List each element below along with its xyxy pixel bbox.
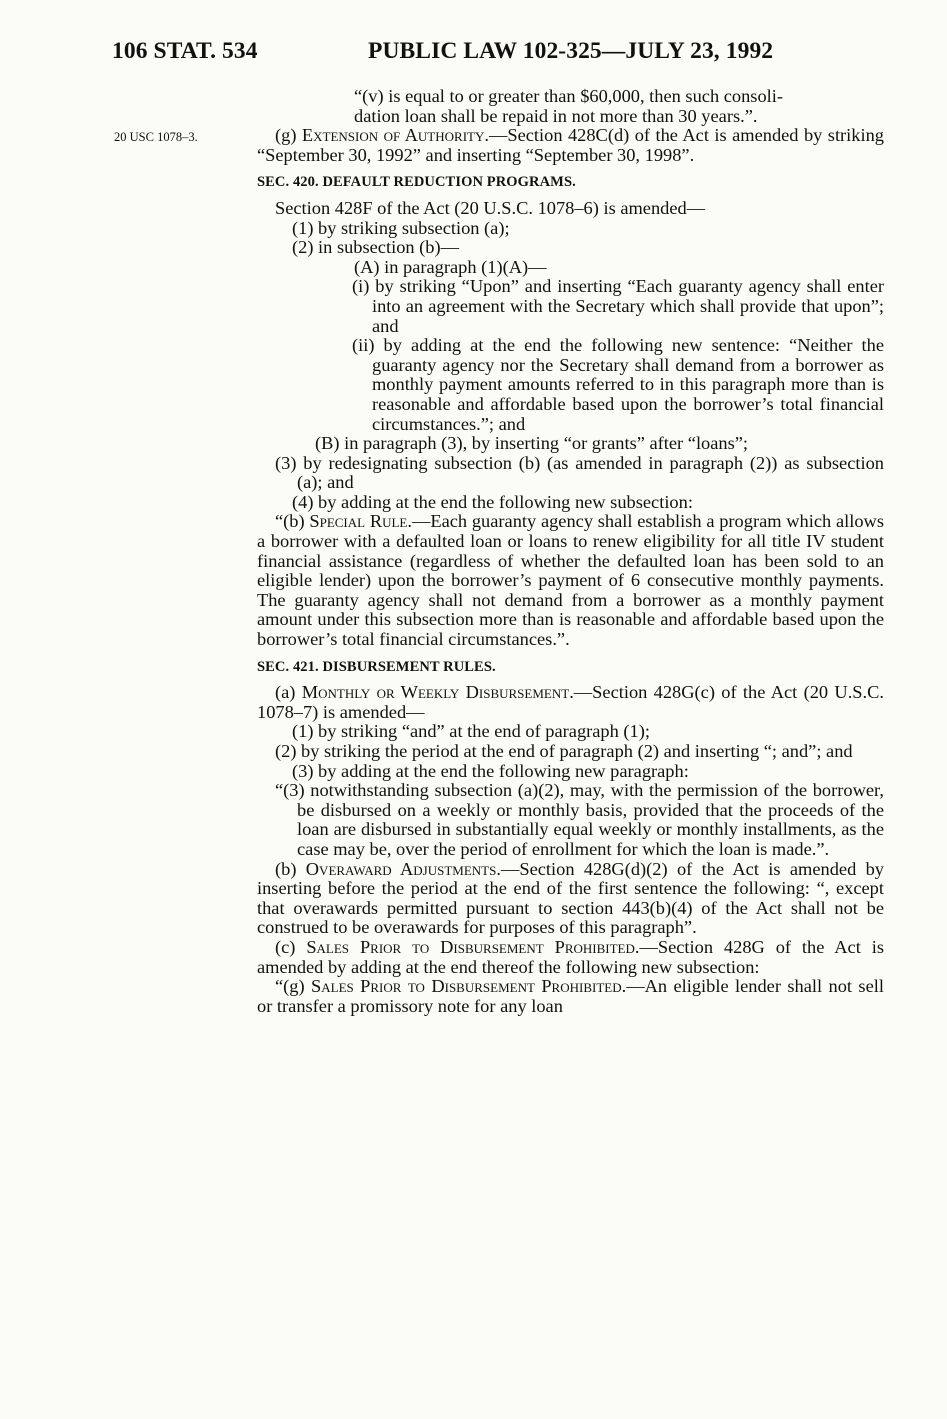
paragraph: Section 428F of the Act (20 U.S.C. 1078–6) is amended— — [275, 197, 706, 218]
paragraph: (4) by adding at the end the following new subsection: — [292, 491, 693, 512]
page-header — [112, 38, 892, 68]
subsection-b-overaward: (b) Overaward Adjustments.—Section 428G(d)(2) of the Act is amended by inserting before the period at the end of the first sentence the following: “, except that overawards permitted pursuant to section 443(b)(4) of the Act shall not be construed to be overawards for purposes of this paragraph”. — [257, 858, 884, 938]
clause-v-line2: dation loan shall be repaid in not more than 30 years.”. — [354, 105, 758, 126]
subsection-c-sales-prior: (c) Sales Prior to Disbursement Prohibited.—Section 428G of the Act is amended by adding at the end thereof the following new subsection: — [257, 936, 884, 977]
section-heading-421: SEC. 421. DISBURSEMENT RULES. — [257, 658, 496, 675]
paragraph: (1) by striking “and” at the end of paragraph (1); — [292, 721, 650, 742]
paragraph: (i) by striking “Upon” and inserting “Each guaranty agency shall enter into an agreement with the Secretary which shall provide that upon”; and — [352, 276, 884, 336]
statute-body — [257, 87, 884, 1016]
paragraph: (1) by striking subsection (a); — [292, 217, 510, 238]
quoted-subsection-g: “(g) Sales Prior to Disbursement Prohibited.—An eligible lender shall not sell or transfer a promissory note for any loan — [257, 976, 884, 1016]
running-head-title: PUBLIC LAW 102-325—JULY 23, 1992 — [368, 38, 774, 64]
special-rule-subsection: “(b) Special Rule.—Each guaranty agency shall establish a program which allows a borrower with a defaulted loan or loans to renew eligibility for all title IV student financial assistance (regardless of whether the defaulted loan has been sold to an eligible lender) upon the borrower’s payment of 6 consecutive monthly payments. The guaranty agency shall not demand from a borrower as a monthly payment amount under this subsection more than is reasonable and affordable based upon the borrower’s total financial circumstances.”. — [257, 511, 884, 650]
clause-v-line1: “(v) is equal to or greater than $60,000, then such consoli- — [354, 86, 783, 106]
paragraph: (A) in paragraph (1)(A)— — [354, 256, 547, 277]
subsection-a-disbursement: (a) Monthly or Weekly Disbursement.—Section 428G(c) of the Act (20 U.S.C. 1078–7) is amended— — [257, 682, 884, 722]
paragraph: (3) by adding at the end the following new paragraph: — [292, 760, 689, 781]
paragraph: (B) in paragraph (3), by inserting “or grants” after “loans”; — [315, 433, 749, 454]
paragraph: (2) by striking the period at the end of paragraph (2) and inserting “; and”; and — [275, 741, 853, 761]
stat-page-reference: 106 STAT. 534 — [112, 38, 258, 64]
margin-note-usc: 20 USC 1078–3. — [114, 130, 198, 144]
subsection-g-extension: (g) Extension of Authority.—Section 428C(d) of the Act is amended by striking “September 30, 1992” and inserting “September 30, 1998”. — [257, 125, 884, 165]
quoted-paragraph-3: “(3) notwithstanding subsection (a)(2), may, with the permission of the borrower, be disbursed on a weekly or monthly basis, provided that the proceeds of the loan are disbursed in substantially equal weekly or monthly installments, as the case may be, over the period of enrollment for which the loan is made.”. — [275, 780, 884, 859]
section-heading-420: SEC. 420. DEFAULT REDUCTION PROGRAMS. — [257, 174, 576, 191]
paragraph: (ii) by adding at the end the following new sentence: “Neither the guaranty agency nor the Secretary shall demand from a borrower as monthly payment amounts referred to in this paragraph more than is reasonable and affordable based upon the borrower’s total financial circumstances.”; and — [352, 335, 884, 434]
paragraph: (3) by redesignating subsection (b) (as amended in paragraph (2)) as subsection (a); and — [275, 452, 884, 493]
paragraph: (2) in subsection (b)— — [292, 237, 460, 258]
